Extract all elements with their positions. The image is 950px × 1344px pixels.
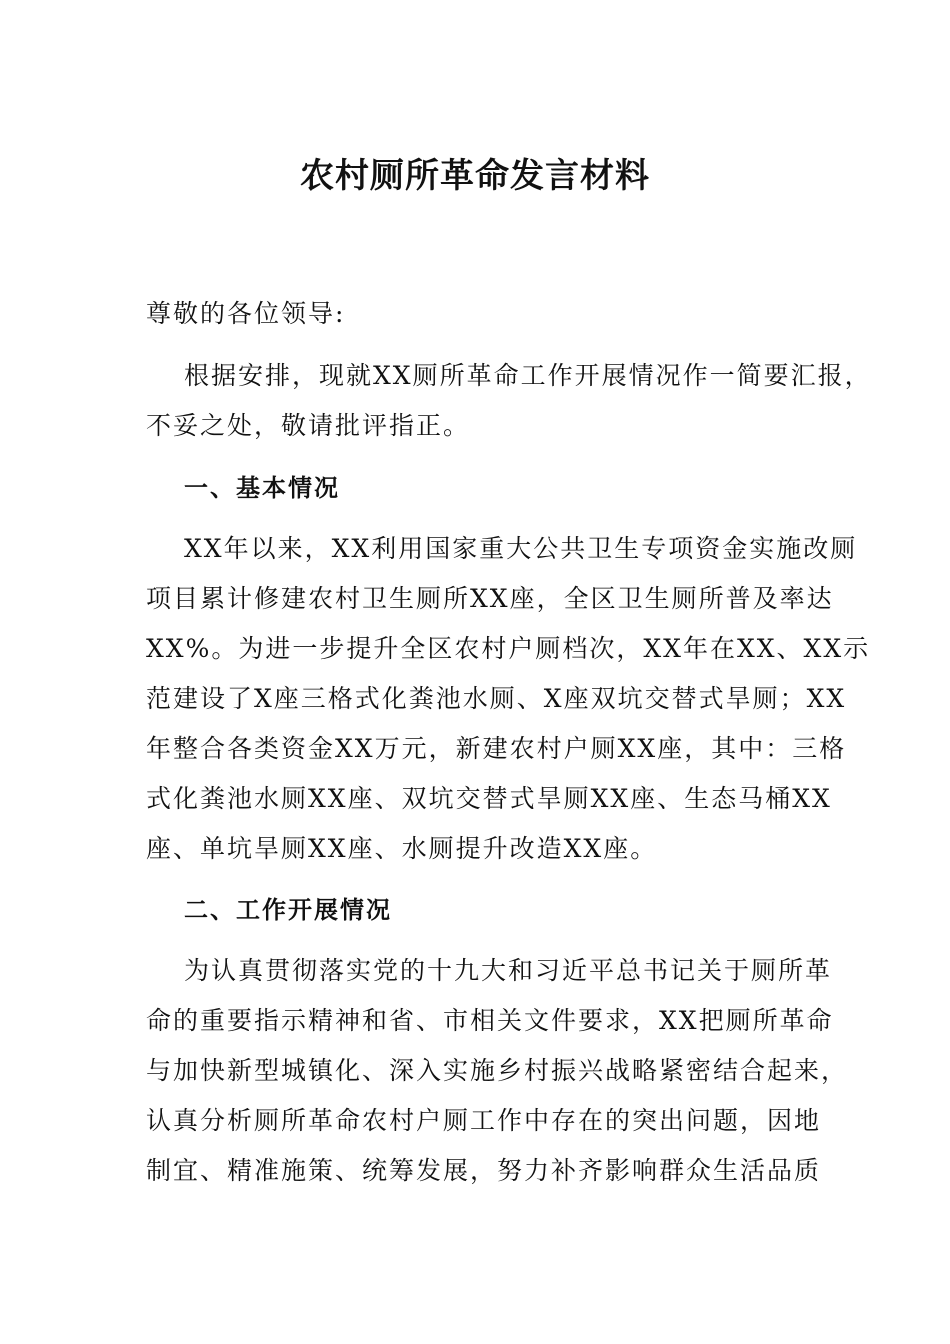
section1-line-3: XX%。为进一步提升全区农村户厕档次，XX年在XX、XX示 (146, 634, 871, 663)
section1-line-4: 范建设了X座三格式化粪池水厕、X座双坑交替式旱厕；XX (146, 684, 847, 713)
section2-line-5: 制宜、精准施策、统筹发展，努力补齐影响群众生活品质 (146, 1156, 822, 1185)
section2-line-1: 为认真贯彻落实党的十九大和习近平总书记关于厕所革 (184, 956, 833, 985)
section-heading-basic: 一、基本情况 (184, 474, 340, 502)
section2-line-2: 命的重要指示精神和省、市相关文件要求，XX把厕所革命 (146, 1006, 834, 1035)
section1-line-6: 式化粪池水厕XX座、双坑交替式旱厕XX座、生态马桶XX (146, 784, 832, 813)
section1-line-7: 座、单坑旱厕XX座、水厕提升改造XX座。 (146, 834, 658, 863)
section-heading-work: 二、工作开展情况 (184, 896, 392, 924)
salutation: 尊敬的各位领导: (146, 299, 346, 328)
section1-line-1: XX年以来，XX利用国家重大公共卫生专项资金实施改厕 (184, 534, 858, 563)
section2-line-3: 与加快新型城镇化、深入实施乡村振兴战略紧密结合起来， (146, 1056, 849, 1085)
intro-line-2: 不妥之处，敬请批评指正。 (146, 411, 471, 440)
section2-line-4: 认真分析厕所革命农村户厕工作中存在的突出问题，因地 (146, 1106, 822, 1135)
document-title: 农村厕所革命发言材料 (300, 156, 650, 196)
intro-line-1: 根据安排，现就XX厕所革命工作开展情况作一简要汇报， (184, 361, 872, 390)
section1-line-2: 项目累计修建农村卫生厕所XX座，全区卫生厕所普及率达 (146, 584, 834, 613)
section1-line-5: 年整合各类资金XX万元，新建农村户厕XX座，其中：三格 (146, 734, 847, 763)
